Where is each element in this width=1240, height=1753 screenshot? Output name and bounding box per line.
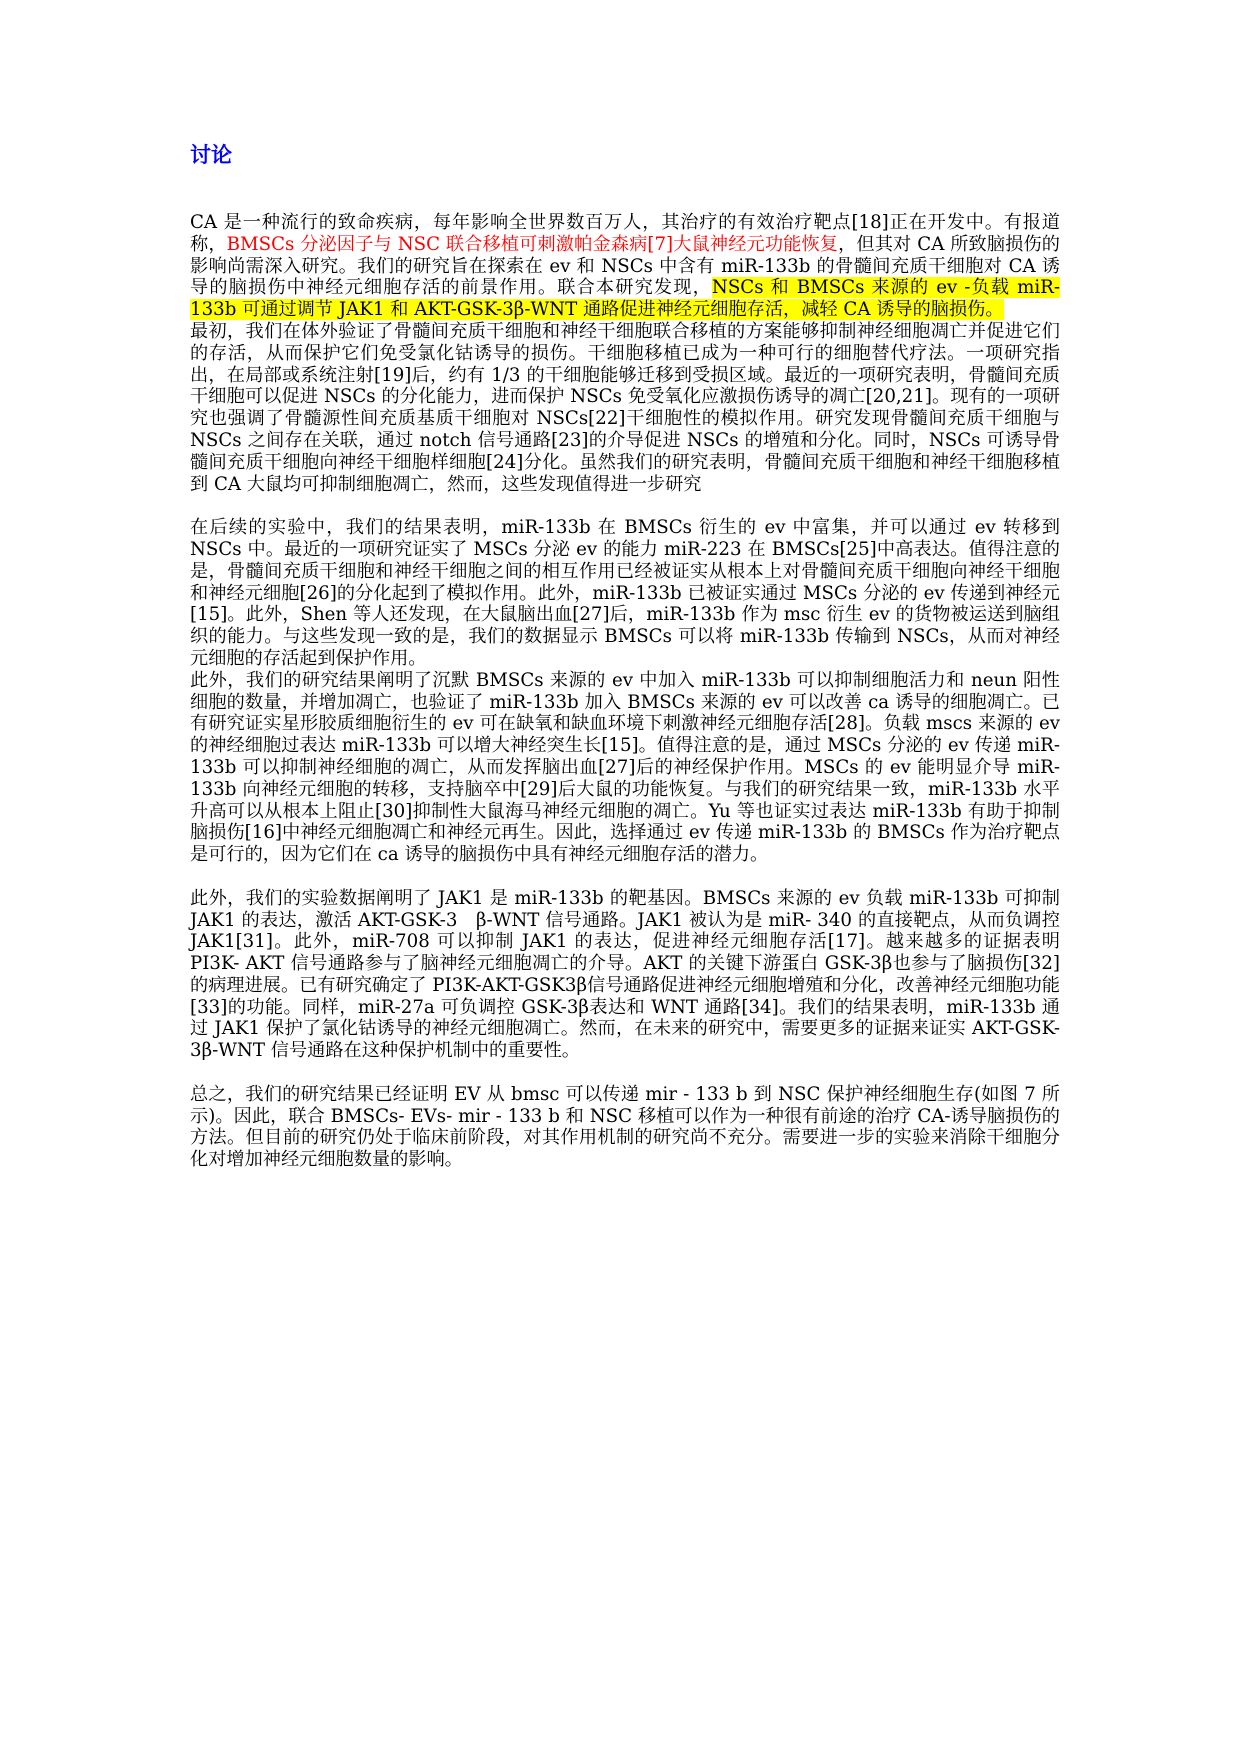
paragraph-3: 在后续的实验中，我们的结果表明，miR-133b 在 BMSCs 衍生的 ev 中富集，并可以通过 ev 转移到 NSCs 中。最近的一项研究证实了 MSCs 分泌 ev 的能力 miR-223 在 BMSCs[25]中高表达。值得注意的是，骨髓间充质干细胞和神经干细胞之间的相互作用已经被证实从根本上对骨髓间充质干细胞向神经干细胞和神经元细胞[26]的分化起到了模拟作用。此外，miR-133b 已被证实通过 MSCs 分泌的 ev 传递到神经元[15]。此外，Shen 等人还发现，在大鼠脑出血[27]后，miR-133b 作为 msc 衍生 ev 的货物被运送到脑组织的能力。与这些发现一致的是，我们的数据显示 BMSCs 可以将 miR-133b 传输到 NSCs，从而对神经元细胞的存活起到保护作用。 — [190, 517, 1060, 669]
red-emphasis: BMSCs 分泌因子与 NSC 联合移植可刺激帕金森病[7]大鼠神经元功能恢复 — [226, 233, 839, 255]
intro-text-cont: ，但其对 CA 所致脑损伤的影响尚需深入研究。我们的研究旨在探索在 ev 和 NSCs 中含有 miR-133b 的骨髓间充质干细胞对 CA 诱导的脑损伤中神经元细胞存活的前景作用。联合本研究发现， — [190, 233, 1060, 299]
paragraph-2: 最初，我们在体外验证了骨髓间充质干细胞和神经干细胞联合移植的方案能够抑制神经细胞凋亡并促进它们的存活，从而保护它们免受氯化钴诱导的损伤。干细胞移植已成为一种可行的细胞替代疗法。一项研究指出，在局部或系统注射[19]后，约有 1/3 的干细胞能够迁移到受损区域。最近的一项研究表明，骨髓间充质干细胞可以促进 NSCs 的分化能力，进而保护 NSCs 免受氧化应激损伤诱导的凋亡[20,21]。现有的一项研究也强调了骨髓源性间充质基质干细胞对 NSCs[22]干细胞性的模拟作用。研究发现骨髓间充质干细胞与 NSCs 之间存在关联，通过 notch 信号通路[23]的介导促进 NSCs 的增殖和分化。同时，NSCs 可诱导骨髓间充质干细胞向神经干细胞样细胞[24]分化。虽然我们的研究表明，骨髓间充质干细胞和神经干细胞移植到 CA 大鼠均可抑制细胞凋亡，然而，这些发现值得进一步研究 — [190, 320, 1060, 495]
paragraph-6: 总之，我们的研究结果已经证明 EV 从 bmsc 可以传递 mir - 133 b 到 NSC 保护神经细胞生存(如图 7 所示)。因此，联合 BMSCs- EVs- mir - 133 b 和 NSC 移植可以作为一种很有前途的治疗 CA-诱导脑损伤的方法。但目前的研究仍处于临床前阶段，对其作用机制的研究尚不充分。需要进一步的实验来消除干细胞分化对增加神经元细胞数量的影响。 — [190, 1083, 1060, 1171]
paragraph-5: 此外，我们的实验数据阐明了 JAK1 是 miR-133b 的靶基因。BMSCs 来源的 ev 负载 miR-133b 可抑制 JAK1 的表达，激活 AKT-GSK-3 β-WNT 信号通路。JAK1 被认为是 miR- 340 的直接靶点，从而负调控 JAK1[31]。此外，miR-708 可以抑制 JAK1 的表达，促进神经元细胞存活[17]。越来越多的证据表明 PI3K- AKT 信号通路参与了脑神经元细胞凋亡的介导。AKT 的关键下游蛋白 GSK-3β也参与了脑损伤[32]的病理进展。已有研究确定了 PI3K-AKT-GSK3β信号通路促进神经元细胞增殖和分化，改善神经元细胞功能[33]的功能。同样，miR-27a 可负调控 GSK-3β表达和 WNT 通路[34]。我们的结果表明，miR-133b 通过 JAK1 保护了氯化钴诱导的神经元细胞凋亡。然而，在未来的研究中，需要更多的证据来证实 AKT-GSK- 3β-WNT 信号通路在这种保护机制中的重要性。 — [190, 887, 1060, 1062]
document-page — [190, 140, 1060, 1171]
section-heading: 讨论 — [190, 142, 232, 167]
paragraph-4: 此外，我们的研究结果阐明了沉默 BMSCs 来源的 ev 中加入 miR-133b 可以抑制细胞活力和 neun 阳性细胞的数量，并增加凋亡，也验证了 miR-133b 加入 BMSCs 来源的 ev 可以改善 ca 诱导的细胞凋亡。已有研究证实星形胶质细胞衍生的 ev 可在缺氧和缺血环境下刺激神经元细胞存活[28]。负载 mscs 来源的 ev 的神经细胞过表达 miR-133b 可以增大神经突生长[15]。值得注意的是，通过 MSCs 分泌的 ev 传递 miR-133b 可以抑制神经细胞的凋亡，从而发挥脑出血[27]后的神经保护作用。MSCs 的 ev 能明显介导 miR-133b 向神经元细胞的转移，支持脑卒中[29]后大鼠的功能恢复。与我们的研究结果一致，miR-133b 水平升高可以从根本上阻止[30]抑制性大鼠海马神经元细胞的凋亡。Yu 等也证实过表达 miR-133b 有助于抑制脑损伤[16]中神经元细胞凋亡和神经元再生。因此，选择通过 ev 传递 miR-133b 的 BMSCs 作为治疗靶点是可行的，因为它们在 ca 诱导的脑损伤中具有神经元细胞存活的潜力。 — [190, 669, 1060, 866]
intro-text: CA 是一种流行的致命疾病，每年影响全世界数百万人，其治疗的有效治疗靶点[18]正在开发中。有报道称， — [190, 212, 1060, 255]
paragraph-intro — [190, 212, 1060, 321]
highlighted-finding: NSCs 和 BMSCs 来源的 ev -负载 miR-133b 可通过调节 JAK1 和 AKT-GSK-3β-WNT 通路促进神经元细胞存活，减轻 CA 诱导的脑损伤。 — [190, 277, 1060, 321]
